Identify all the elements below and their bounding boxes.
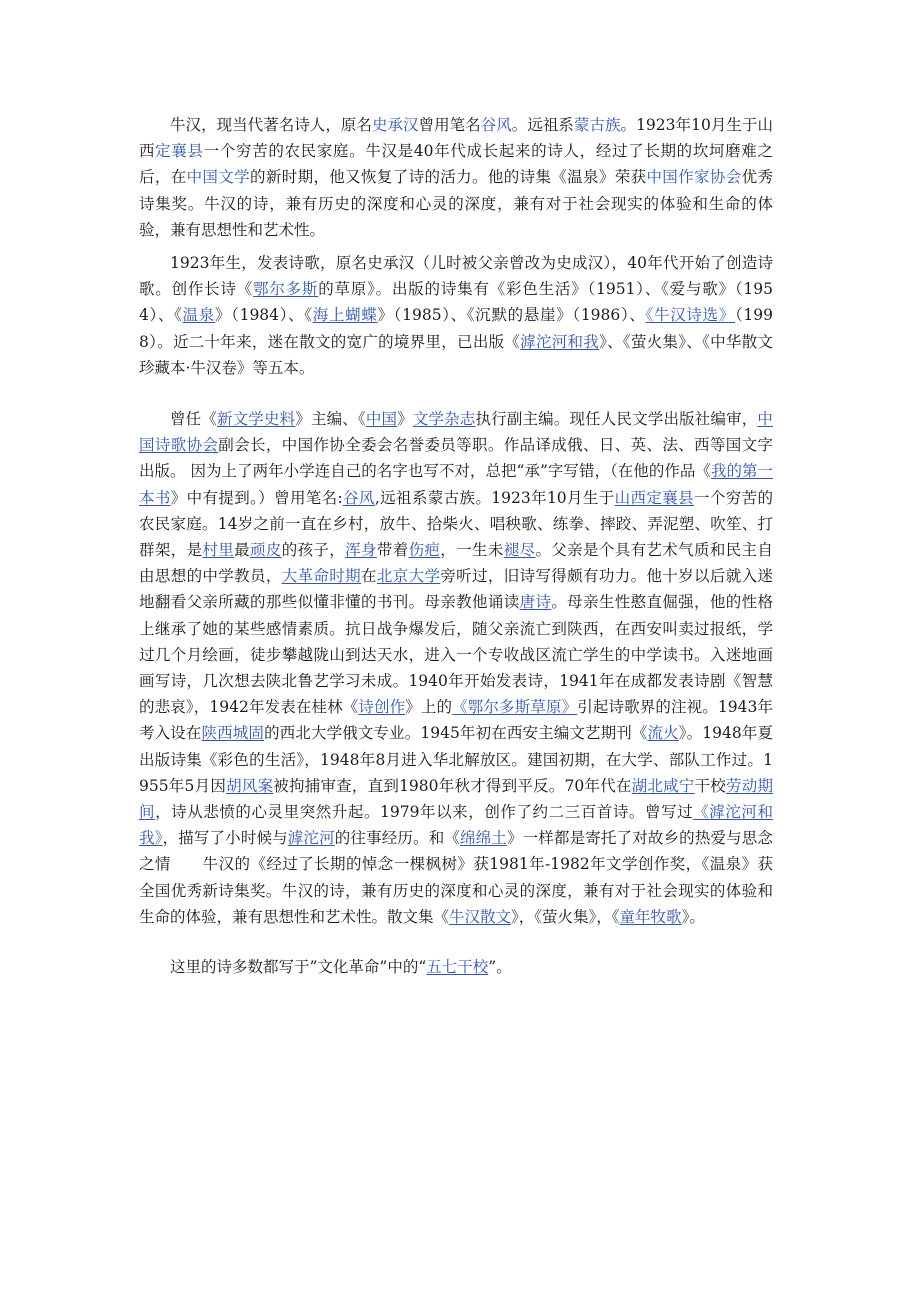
text-run: 带着	[376, 541, 409, 560]
inline-link[interactable]: 中国诗歌协会	[139, 410, 773, 455]
text-run: 》	[397, 410, 413, 429]
text-run: 最	[234, 541, 250, 560]
text-run: 这里的诗多数都写于”文化革命”中的“	[170, 958, 427, 977]
text-run: 》主编、《	[295, 410, 366, 429]
text-run: 的西北大学俄文专业。1945年初在西安主编文艺期刊《	[264, 724, 648, 743]
text-run: 一个穷苦的农民家庭。牛汉是40年代成长起来的诗人，经过了长期的坎坷磨难之后，在	[139, 142, 773, 187]
inline-link[interactable]: 五七干校	[426, 958, 489, 977]
inline-link[interactable]: 唐诗	[519, 593, 552, 612]
inline-link[interactable]: 海上蝴蝶	[312, 306, 378, 325]
inline-link[interactable]: 伤疤	[408, 541, 441, 560]
text-run: 》，《萤火集》，《	[511, 907, 620, 926]
inline-link[interactable]: 大革命时期	[281, 567, 362, 586]
text-run: ，诗从悲愤的心灵里突然升起。1979年以来，创作了约二三百首诗。曾写过	[155, 803, 694, 822]
inline-link[interactable]: 村里	[202, 541, 235, 560]
text-run: 》（1984）、《	[214, 306, 313, 325]
text-run: 牛汉，现当代著名诗人，原名	[170, 116, 372, 134]
text-run: 。远祖系	[511, 116, 574, 134]
inline-link[interactable]: 湖北咸宁	[631, 776, 695, 795]
inline-link[interactable]: 蒙古族	[573, 116, 621, 134]
inline-link[interactable]: 童年牧歌	[619, 907, 682, 926]
inline-link[interactable]: 流火	[647, 724, 679, 743]
inline-link[interactable]: 褪尽	[503, 541, 536, 560]
inline-link[interactable]: 史承汉	[371, 116, 419, 134]
text-run: 》中有提到。）曾用笔名:	[170, 488, 343, 507]
inline-link[interactable]: 滹沱河	[287, 829, 335, 848]
inline-link[interactable]: 北京大学	[376, 567, 441, 586]
text-run: 。1923年10月生于山西	[139, 116, 773, 161]
inline-link[interactable]: 胡风案	[226, 776, 274, 795]
inline-link[interactable]: 定襄县	[155, 142, 204, 161]
inline-link[interactable]: 《滹沱河和我》	[139, 803, 773, 848]
inline-link[interactable]: 鄂尔多斯	[253, 280, 319, 299]
text-run: 的草原》。出版的诗集有《彩色生活》（1951）、《爱与歌》（1954）、《	[139, 280, 773, 325]
text-run: ”。	[488, 958, 512, 977]
text-run: 曾用笔名	[418, 116, 481, 134]
text-run: 在	[361, 567, 377, 586]
inline-link[interactable]: 中国作家协会	[646, 168, 742, 187]
inline-link[interactable]: 文学杂志	[412, 410, 476, 429]
inline-link[interactable]: 绵绵土	[460, 829, 507, 848]
text-run: 的孩子，	[281, 541, 346, 560]
text-run: 的新时期，他又恢复了诗的活力。他的诗集《温泉》荣获	[250, 168, 647, 187]
text-run: 曾任《	[170, 410, 217, 429]
text-run: 》。1948年夏出版诗集《彩色的生活》，1948年8月进入华北解放区。建国初期，在大学、部队工作过。1955年5月因	[139, 724, 773, 795]
text-run: ，描写了小时候与	[162, 829, 288, 848]
inline-link[interactable]: 浑身	[345, 541, 377, 560]
text-run: 。母亲生性憨直倔强，他的性格上继承了她的某些感情素质。抗日战争爆发后，随父亲流亡到陕西，在西安叫卖过报纸，学过几个月绘画，徒步攀越陇山到达天水，进入一个专收战区流亡学生的中学读书。入迷地画画写诗，几次想去陕北鲁艺学习未成。1940年开始发表诗，1941年在成都发表诗剧《智慧的悲哀》，1942年发表在桂林《	[139, 593, 773, 717]
text-run: 》一样都是寄托了对故乡的热爱与思念之情 牛汉的《经过了长期的悼念一棵枫树》获1981年-1982年文学创作奖，《温泉》获全国优秀新诗集奖。牛汉的诗，兼有历史的深度和心灵的深度，兼有对于社会现实的体验和生命的体验，兼有思想性和艺术性。散文集《	[139, 829, 773, 926]
text-run: 被拘捕审查，直到1980年秋才得到平反。70年代在	[273, 776, 632, 795]
inline-link[interactable]: 《鄂尔多斯草原》	[452, 698, 578, 717]
text-run: 旁听过，旧诗写得颇有功力。他十岁以后就入迷地翻看父亲所藏的那些似懂非懂的书刊。母亲教他诵读	[139, 567, 773, 612]
text-run: （1998）。近二十年来，迷在散文的宽广的境界里，已出版《	[139, 306, 773, 351]
text-run: 副会长，中国作协全委会名誉委员等职。作品译成俄、日、英、法、西等国文字出版。 因为上了两年小学连自己的名字也写不对，总把“承”字写错，（在他的作品《	[139, 436, 773, 481]
inline-link[interactable]: 温泉	[182, 306, 215, 325]
inline-link[interactable]: 新文学史料	[216, 410, 296, 429]
text-run: 的往事经历。和《	[334, 829, 460, 848]
text-run: 》（1985）、《沉默的悬崖》（1986）、	[377, 306, 646, 325]
document-page	[139, 112, 773, 980]
paragraph-works	[139, 250, 773, 381]
text-run: 执行副主编。现任人民文学出版社编审，	[475, 410, 758, 429]
inline-link[interactable]: 滹沱河和我	[520, 332, 600, 351]
text-run: ,远祖系蒙古族。1923年10月生于	[374, 488, 615, 507]
paragraph-note	[139, 954, 773, 980]
inline-link[interactable]: 牛汉散文	[449, 907, 512, 926]
inline-link[interactable]: 谷风	[480, 116, 512, 134]
inline-link[interactable]: 劳动期间	[139, 776, 773, 822]
inline-link[interactable]: 诗创作	[358, 698, 406, 717]
inline-link[interactable]: 我的第一本书	[139, 462, 773, 507]
text-run: 干校	[694, 776, 727, 795]
inline-link[interactable]: 顽皮	[250, 541, 282, 560]
inline-link[interactable]: 陕西城固	[201, 724, 265, 743]
inline-link[interactable]: 山西定襄县	[614, 488, 694, 507]
inline-link[interactable]: 中国	[365, 410, 398, 429]
text-run: 》、《萤火集》、《中华散文珍藏本·牛汉卷》等五本。	[139, 332, 773, 377]
text-run: ，一生未	[440, 541, 504, 560]
text-run: 引起诗歌界的注视。1943年考入设在	[139, 698, 773, 743]
paragraph-intro	[139, 112, 773, 243]
inline-link[interactable]: 谷风	[342, 488, 375, 507]
text-run: 优秀诗集奖。牛汉的诗，兼有历史的深度和心灵的深度，兼有对于社会现实的体验和生命的体验，兼有思想性和艺术性。	[139, 168, 773, 239]
text-run: 》上的	[405, 698, 453, 717]
text-run: 1923年生，发表诗歌，原名史承汉（儿时被父亲曾改为史成汉），40年代开始了创造诗歌。创作长诗《	[139, 254, 773, 299]
inline-link[interactable]: 中国文学	[186, 168, 251, 187]
text-run: 》。	[681, 907, 705, 926]
inline-link[interactable]: 《牛汉诗选》	[645, 306, 735, 325]
paragraph-biography	[139, 406, 773, 930]
text-run: 一个穷苦的农民家庭。14岁之前一直在乡村，放牛、拾柴火、唱秧歌、练拳、摔跤、弄泥塑、吹笙、打群架，是	[139, 488, 773, 560]
text-run: 。父亲是个具有艺术气质和民主自由思想的中学教员，	[139, 541, 773, 586]
